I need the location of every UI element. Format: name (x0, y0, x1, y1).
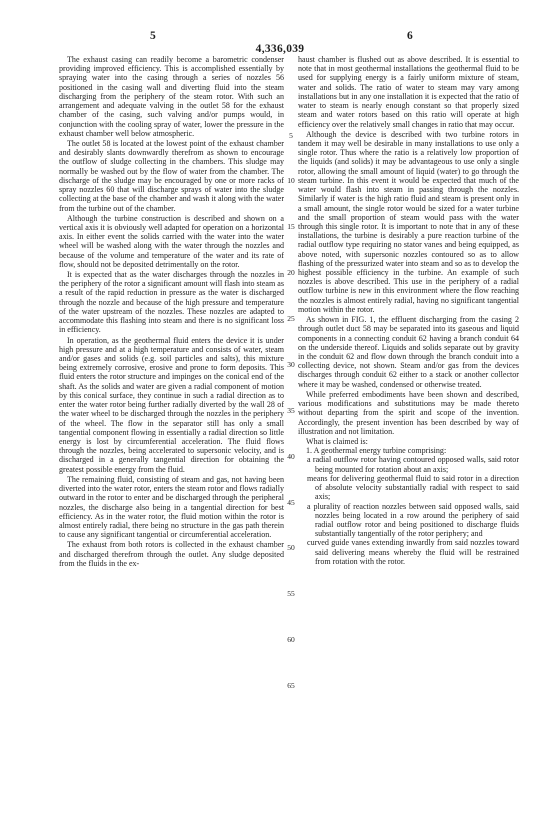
left-text-column (59, 55, 284, 568)
line-number: 15 (287, 222, 295, 231)
paragraph: It is expected that as the water discharges through the nozzles in the periphery of the rotor a significant amount will flash into steam as a result of the rapid reduction in pressure as the water is discharged through the nozzle and because of the high pressure and temperature of the water upstream of the nozzles. These nozzles are adapted to accommodate this flashing into steam and there is no significant loss in efficiency. (59, 270, 284, 335)
paragraph: The remaining fluid, consisting of steam and gas, not having been diverted into the water rotor, enters the steam rotor and flows radially outward in the rotor to enter and be discharged through the peripheral nozzles, the discharge also being in a tangential direction for best efficiency. As in the water rotor, the fluid motion within the rotor is almost entirely radial, there being no structure in the gas path therein to cause any significant tangential or circumferential acceleration. (59, 474, 284, 540)
line-number: 60 (287, 635, 295, 644)
line-number: 30 (287, 360, 295, 369)
page-number-right: 6 (407, 30, 413, 42)
claim-clause: a plurality of reaction nozzles between said opposed walls, said nozzles being located in a row around the periphery of said radial outflow rotor and being positioned to discharge fluids substantially tangentially of the rotor periphery; and (307, 501, 519, 539)
line-number: 35 (287, 406, 295, 415)
right-text-column (298, 55, 519, 566)
line-number: 5 (289, 131, 293, 140)
paragraph: While preferred embodiments have been shown and described, various modifications and substitutions may be made thereto without departing from the spirit and scope of the invention. Accordingly, the present invention has been described by way of illustration and not limitation. (298, 389, 519, 436)
paragraph: In operation, as the geothermal fluid enters the device it is under high pressure and at a high temperature and consists of water, steam and/or gases and solids (e.g. soil particles and salts), this mixture being extremely corrosive, erosive and prone to form deposits. This fluid enters the rotor structure and impinges on the conical end of the shaft. As the solids and water are given a radial component of motion by this conical surface, they continue in such a radial direction as to enter the water rotor being further radially diverted by the wall 28 of the water wheel to be discharged through the nozzles in the periphery of the wheel. The flow in the separator still has only a small tangential component flowing in essentially a radial direction so little energy is lost by circumferential acceleration. The fluid flows through the nozzles, being accelerated to supersonic velocity, and is discharged in a generally tangential direction for obtaining the greatest possible energy from the fluid. (59, 335, 284, 474)
claim-clause: a radial outflow rotor having contoured opposed walls, said rotor being mounted for rotation about an axis; (307, 455, 519, 474)
line-number: 20 (287, 268, 295, 277)
claim-clause: curved guide vanes extending inwardly from said nozzles toward said delivering means whereby the fluid will be restrained from rotation with the rotor. (307, 538, 519, 566)
claim-clause: means for delivering geothermal fluid to said rotor in a direction of absolute velocity substantially radial with respect to said axis; (307, 473, 519, 502)
paragraph: The outlet 58 is located at the lowest point of the exhaust chamber and desirably slants downwardly therefrom as shown to encourage the outflow of sludge collecting in the chambers. This sludge may normally be washed out by the flow of water from the chamber. The discharge of the sludge may be encouraged by one or more racks of spray nozzles 60 that will discharge sprays of water into the sludge collecting at the base of the chamber and wash it along with the water from the turbine out of the chamber. (59, 138, 284, 213)
paragraph: haust chamber is flushed out as above described. It is essential to note that in most geothermal installations the geothermal fluid to be used for supplying energy is a fairly uniform mixture of steam, water and solids. The ratio of water to steam may vary among installations but in any one installation it is expected that the ratio of water to steam is nearly enough constant so that properly sized steam and water rotors based on this ratio will operate at high efficiency over the relatively small changes in ratio that may occur. (298, 55, 519, 129)
claims-intro: What is claimed is: (306, 436, 368, 446)
line-number: 50 (287, 543, 295, 552)
patent-number: 4,336,039 (255, 43, 305, 55)
line-number: 10 (287, 176, 295, 185)
line-number: 45 (287, 498, 295, 507)
paragraph: Although the turbine construction is described and shown on a vertical axis it is obviously well adapted for operation on a horizontal axis. In either event the solids carried with the water into the water wheel will be washed along with the water through the nozzles and because of the volume and temperature of the water and its rate of flow, should not be deposited detrimentally on the rotor. (59, 213, 284, 269)
paragraph: The exhaust from both rotors is collected in the exhaust chamber and discharged therefrom through the outlet. Any sludge deposited from the fluids in the ex- (59, 540, 284, 568)
line-number: 25 (287, 314, 295, 323)
claim-1-preamble: 1. A geothermal energy turbine comprising: (306, 446, 447, 456)
line-number: 65 (287, 681, 295, 690)
line-number: 40 (287, 452, 295, 461)
page-number-left: 5 (150, 30, 156, 42)
paragraph: As shown in FIG. 1, the effluent discharging from the casing 2 through outlet duct 58 may be separated into its gaseous and liquid components in a connecting conduit 62 having a branch conduit 64 on the underside thereof. Liquids and solids separate out by gravity in the conduit 62 and flow down through the branch conduit into a collecting device, not shown. Steam and/or gas from the devices discharges through conduit 62 either to a stack or another collector where it may be washed, condensed or otherwise treated. (298, 315, 519, 389)
line-number: 55 (287, 589, 295, 598)
paragraph: Although the device is described with two turbine rotors in tandem it may well be desirable in many installations to use only a single rotor. Thus where the ratio is a relatively low proportion of the liquids (and solids) it may be advantageous to use only a single rotor, allowing the small amount of liquid (water) to go through the steam turbine. In this event it would be expected that much of the water would flash into steam in passing through the nozzles. Similarly if water is the high ratio fluid and steam is present only in a small amount, the single rotor would be sized for a water turbine and the small proportion of steam would pass with the water through this single rotor. It is important to note that in any of these installations, the turbine is desirably a pure reaction turbine of the radial outflow type requiring no stator vanes and being equipped, as above noted, with supersonic nozzles contoured so as to allow flashing of the pressurized water into steam and so as to develop the highest possible efficiency in the turbine. An example of such nozzles is above described. This use in the periphery of a radial outflow turbine is new in this environment where the flow reaching the nozzles is almost entirely radial, having no significant tangential motion within the rotor. (298, 129, 519, 314)
paragraph: The exhaust casing can readily become a barometric condenser providing improved efficiency. This is accomplished essentially by spraying water into the casing through a series of nozzles 56 positioned in the casing wall and diverting fluid into the steam discharging from the periphery of the steam rotor. With such an arrangement and adequate valving in the outlet 58 for the exhaust chamber of the casing, such valving and/or pumps would, in conjunction with the cooling spray of water, lower the pressure in the exhaust chamber well below atmospheric. (59, 55, 284, 138)
